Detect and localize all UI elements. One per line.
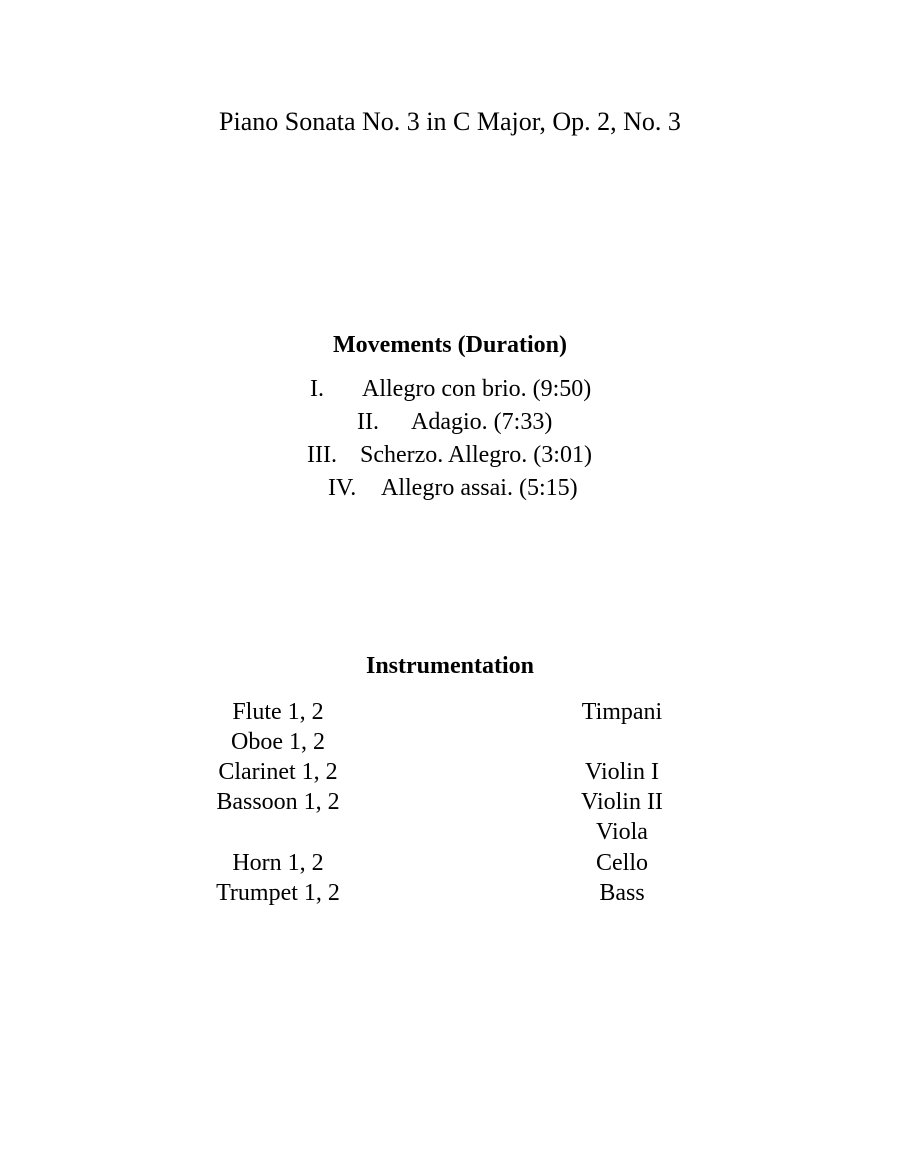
movement-name: Scherzo. Allegro. (3:01) <box>360 442 592 468</box>
instrumentation-heading: Instrumentation <box>365 653 534 679</box>
instrument-cello: Cello <box>596 850 648 876</box>
movement-name: Allegro assai. (5:15) <box>381 475 578 501</box>
instrument-clarinet: Clarinet 1, 2 <box>218 759 338 785</box>
movement-name: Allegro con brio. (9:50) <box>362 376 592 402</box>
instrument-viola: Viola <box>596 819 648 845</box>
movement-numeral: IV. <box>328 475 357 501</box>
movements-heading: Movements (Duration) <box>333 332 567 358</box>
instrument-oboe: Oboe 1, 2 <box>231 729 325 755</box>
instrument-bassoon: Bassoon 1, 2 <box>216 789 340 815</box>
instrument-flute: Flute 1, 2 <box>232 699 324 725</box>
movement-item <box>0 472 900 505</box>
instrument-trumpet: Trumpet 1, 2 <box>216 880 340 906</box>
movement-numeral: III. <box>307 442 337 468</box>
instrument-timpani: Timpani <box>581 699 663 725</box>
instrument-bass: Bass <box>599 880 645 906</box>
movement-item <box>0 439 900 472</box>
movement-name: Adagio. (7:33) <box>411 409 553 435</box>
movement-item <box>0 373 900 406</box>
instrument-violin-2: Violin II <box>581 789 663 815</box>
movement-item <box>0 406 900 439</box>
instrument-violin-1: Violin I <box>585 759 659 785</box>
instrument-horn: Horn 1, 2 <box>232 850 324 876</box>
piece-title: Piano Sonata No. 3 in C Major, Op. 2, No. 3 <box>219 107 681 136</box>
movement-numeral: II. <box>357 409 379 435</box>
movement-numeral: I. <box>310 376 324 402</box>
